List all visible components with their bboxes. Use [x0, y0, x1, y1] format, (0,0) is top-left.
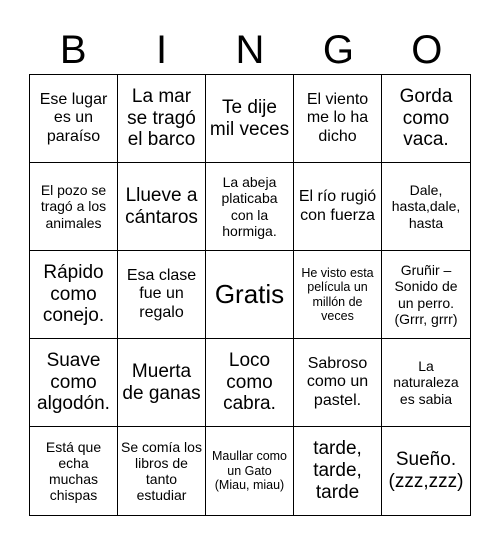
bingo-cell-4-5: La naturaleza es sabia [382, 339, 470, 427]
header-letter-n: N [235, 28, 265, 72]
bingo-cell-2-4: El río rugió con fuerza [294, 163, 382, 251]
bingo-header [29, 26, 471, 74]
bingo-cell-4-4: Sabroso como un pastel. [294, 339, 382, 427]
bingo-cell-2-1: El pozo se tragó a los animales [30, 163, 118, 251]
bingo-cell-1-4: El viento me lo ha dicho [294, 75, 382, 163]
bingo-cell-3-5: Gruñir – Sonido de un perro. (Grrr, grrr) [382, 251, 470, 339]
header-letter-g: G [322, 28, 354, 72]
bingo-cell-2-2: Llueve a cántaros [118, 163, 206, 251]
bingo-cell-5-4: tarde, tarde, tarde [294, 427, 382, 515]
bingo-cell-4-1: Suave como algodón. [30, 339, 118, 427]
bingo-cell-4-2: Muerta de ganas [118, 339, 206, 427]
bingo-cell-5-5: Sueño. (zzz,zzz) [388, 449, 464, 492]
bingo-cell-4-3: Loco como cabra. [206, 339, 294, 427]
header-letter-o: O [411, 28, 443, 72]
bingo-cell-3-2: Esa clase fue un regalo [118, 251, 206, 339]
bingo-cell-5-3: Maullar como un Gato (Miau, miau) [206, 427, 294, 515]
bingo-cell-1-3: Te dije mil veces [206, 75, 294, 163]
bingo-cell-2-5: Dale, hasta,dale, hasta [382, 163, 470, 251]
bingo-cell-free-space: Gratis [206, 251, 294, 339]
bingo-board [29, 74, 471, 516]
bingo-cell-1-5: Gorda como vaca. [382, 75, 470, 163]
bingo-cell-5-1: Está que echa muchas chispas [30, 427, 118, 515]
header-letter-b: B [59, 28, 87, 72]
bingo-cell-3-1: Rápido como conejo. [30, 251, 118, 339]
bingo-cell-1-2: La mar se tragó el barco [118, 75, 206, 163]
bingo-cell-3-4: He visto esta película un millón de veces [294, 251, 382, 339]
header-letter-i: I [156, 28, 168, 72]
bingo-cell-2-3: La abeja platicaba con la hormiga. [206, 163, 294, 251]
bingo-cell-5-2: Se comía los libros de tanto estudiar [118, 427, 206, 515]
bingo-cell-1-1: Ese lugar es un paraíso [30, 75, 118, 163]
